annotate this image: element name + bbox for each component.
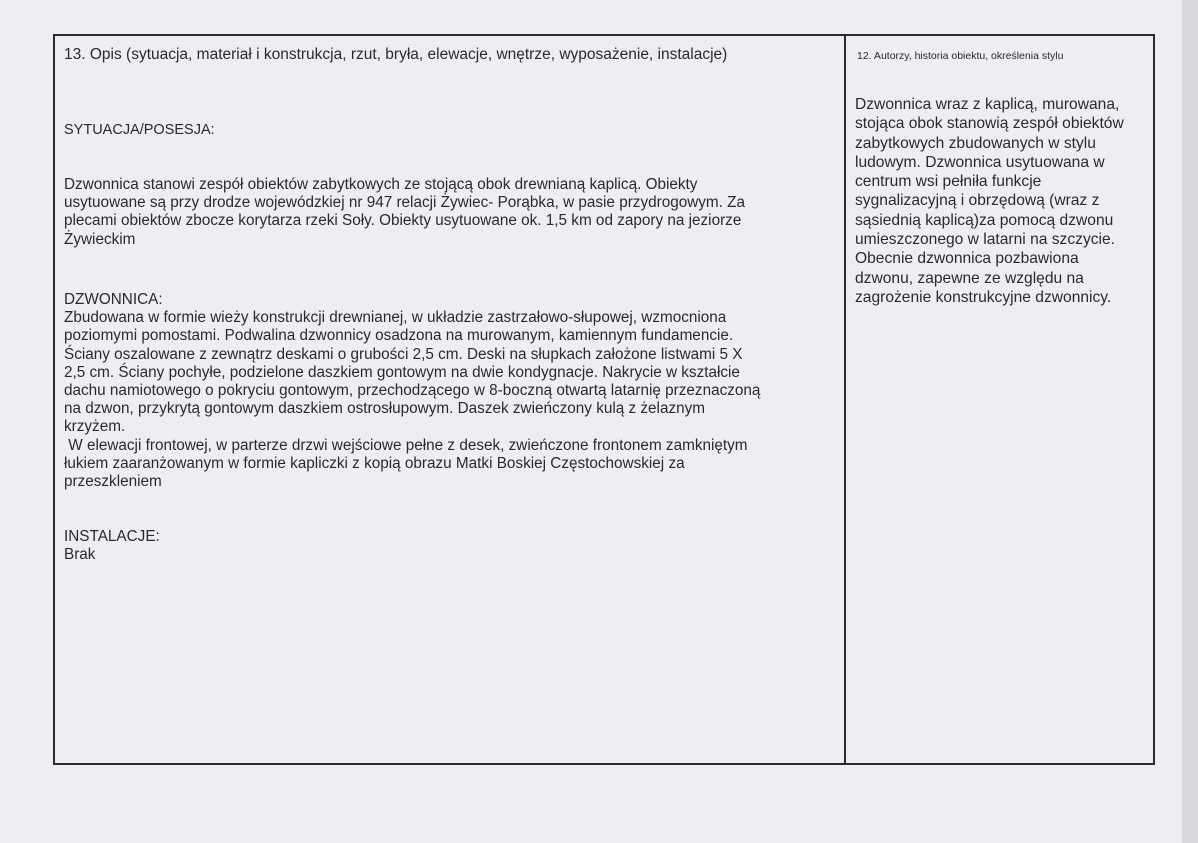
situation-text (64, 176, 745, 249)
installations-section (64, 528, 160, 564)
text-line: na dzwon, przykrytą gontowym daszkiem ostrosłupowym. Daszek zwieńczony kulą z żelaznym (64, 400, 706, 418)
text-line: przeszkleniem (64, 472, 162, 490)
text-line: zabytkowych zbudowanych w stylu (855, 134, 1096, 152)
text-line: Dzwonnica stanowi zespół obiektów zabytkowych ze stojącą obok drewnianą kaplicą. Obiekty (64, 176, 698, 193)
text-line: dzwonu, zapewne ze względu na (855, 269, 1084, 287)
text-line: Żywieckim (64, 230, 136, 248)
text-line: centrum wsi pełniła funkcje (855, 173, 1042, 191)
text-line: poziomymi pomostami. Podwalina dzwonnicy osadzona na murowanym, kamiennym fundamencie. (64, 327, 734, 345)
text-line: stojąca obok stanowią zespół obiektów (855, 115, 1124, 133)
text-line: 2,5 cm. Ściany pochyłe, podzielone daszkiem gontowym na dwie kondygnacje. Nakrycie w kształcie (64, 363, 740, 381)
text-line: ludowym. Dzwonnica usytuowana w (855, 153, 1105, 171)
text-line: plecami obiektów zbocze korytarza rzeki Soły. Obiekty usytuowane ok. 1,5 km od zapory na jeziorze (64, 212, 742, 230)
text-line: zagrożenie konstrukcyjne dzwonnicy. (855, 288, 1112, 306)
text-line: Zbudowana w formie wieży konstrukcji drewnianej, w układzie zastrzałowo-słupowej, wzmocniona (64, 309, 727, 327)
text-line: Dzwonnica wraz z kaplicą, murowana, (855, 96, 1120, 113)
history-heading: 12. Autorzy, historia obiektu, określenia stylu (857, 50, 1064, 62)
column-divider (844, 34, 846, 765)
text-line: Obecnie dzwonnica pozbawiona (855, 250, 1079, 268)
belfry-title: DZWONNICA: (64, 291, 163, 308)
page-edge (1182, 0, 1198, 843)
text-line: usytuowane są przy drodze wojewódzkiej nr 947 relacji Żywiec- Porąbka, w pasie przydrogowym. Za (64, 194, 746, 212)
installations-value: Brak (64, 546, 96, 564)
text-line: umieszczonego w latarni na szczycie. (855, 231, 1116, 249)
description-heading: 13. Opis (sytuacja, materiał i konstrukcja, rzut, bryła, elewacje, wnętrze, wyposażenie, instalacje) (64, 46, 728, 63)
belfry-section (64, 291, 760, 491)
text-line: Ściany oszalowane z zewnątrz deskami o grubości 2,5 cm. Deski na słupkach założone listwami 5 X (64, 345, 743, 363)
installations-title: INSTALACJE: (64, 528, 160, 545)
text-line: sąsiednią kaplicą)za pomocą dzwonu (855, 211, 1114, 229)
situation-title: SYTUACJA/POSESJA: (64, 122, 215, 138)
text-line: W elewacji frontowej, w parterze drzwi wejściowe pełne z desek, zwieńczone frontonem zamkniętym (64, 436, 748, 454)
history-text (855, 95, 1124, 307)
text-line: łukiem zaaranżowanym w formie kapliczki z kopią obrazu Matki Boskiej Częstochowskiej za (64, 454, 685, 472)
text-line: krzyżem. (64, 418, 126, 436)
text-line: dachu namiotowego o pokryciu gontowym, przechodzącego w 8-boczną otwartą latarnię przeznaczoną (64, 381, 761, 399)
text-line: sygnalizacyjną i obrzędową (wraz z (855, 192, 1100, 210)
